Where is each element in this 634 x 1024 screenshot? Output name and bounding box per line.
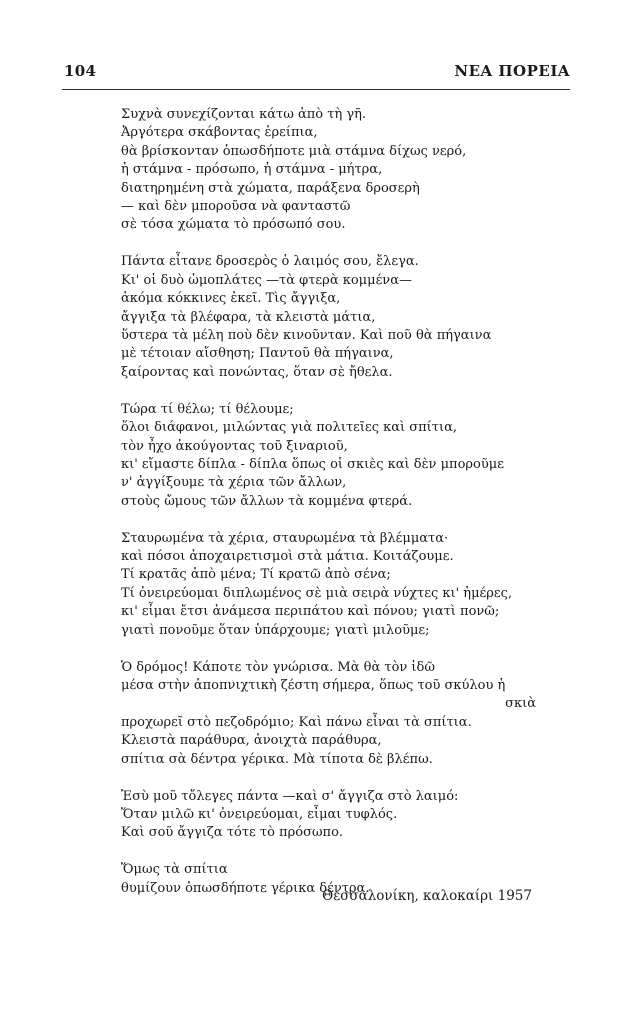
poem-line: Τί ὀνειρεύομαι διπλωμένος σὲ μιὰ σειρὰ νύχτες κι' ἡμέρες,: [121, 585, 513, 601]
poem-line-continuation: σκιὰ: [505, 696, 536, 712]
poem-line: ἡ στάμνα - πρόσωπο, ἡ στάμνα - μήτρα,: [121, 162, 383, 178]
poem-line: ξαίροντας καὶ πονώντας, ὅταν σὲ ἤθελα.: [121, 364, 393, 380]
poem-line: Ἐσὺ μοῦ τὄλεγες πάντα —καὶ σ' ἄγγιζα στὸ λαιμό:: [121, 788, 459, 804]
poem-line: κι' εἴμαστε δίπλα - δίπλα ὅπως οἱ σκιὲς καὶ δὲν μποροῦμε: [121, 456, 504, 472]
stanza-5: [121, 659, 541, 769]
poem-body: [121, 106, 541, 917]
poem-line: μέσα στὴν ἀποπνιχτικὴ ζέστη σήμερα, ὅπως τοῦ σκύλου ἡ: [121, 677, 506, 693]
poem-line: Συχνὰ συνεχίζονται κάτω ἀπὸ τὴ γῆ.: [121, 107, 367, 122]
poem-line: καὶ πόσοι ἀποχαιρετισμοὶ στὰ μάτια. Κοιτάζουμε.: [121, 549, 454, 565]
stanza-2: [121, 253, 541, 382]
poem-line: θὰ βρίσκονταν ὁπωσδήποτε μιὰ στάμνα δίχως νερό,: [121, 143, 467, 159]
stanza-1: [121, 106, 541, 235]
poem-line: σπίτια σὰ δέντρα γέρικα. Μὰ τίποτα δὲ βλέπω.: [121, 751, 433, 767]
poem-line: Τώρα τί θέλω; τί θέλουμε;: [121, 401, 294, 417]
poem-line: μὲ τέτοιαν αἴσθηση; Παντοῦ θὰ πήγαινα,: [121, 346, 394, 362]
poem-line: Ὅμως τὰ σπίτια: [121, 862, 228, 878]
poem-line: Κι' οἱ δυὸ ὠμοπλάτες —τὰ φτερὰ κομμένα—: [121, 272, 412, 288]
poem-line: τὸν ἦχο ἀκούγοντας τοῦ ξιναριοῦ,: [121, 438, 348, 454]
poem-line: ν' ἀγγίξουμε τὰ χέρια τῶν ἄλλων,: [121, 475, 347, 491]
page-number: 104: [64, 62, 97, 80]
poem-line: ἄγγιξα τὰ βλέφαρα, τὰ κλειστὰ μάτια,: [121, 309, 376, 325]
place-date-signature: Θεσσαλονίκη, καλοκαίρι 1957: [322, 888, 532, 904]
stanza-3: [121, 401, 541, 511]
poem-line: στοὺς ὤμους τῶν ἄλλων τὰ κομμένα φτερά.: [121, 493, 413, 509]
poem-line: κι' εἶμαι ἔτσι ἀνάμεσα περιπάτου καὶ πόνου; γιατὶ πονῶ;: [121, 604, 500, 620]
poem-line: θυμίζουν ὁπωσδήποτε γέρικα δέντρα.: [121, 880, 370, 896]
poem-line: Πάντα εἶτανε δροσερὸς ὁ λαιμός σου, ἔλεγα.: [121, 254, 419, 270]
poem-line: ὅλοι διάφανοι, μιλώντας γιὰ πολιτεῖες καὶ σπίτια,: [121, 420, 457, 436]
poem-line: γιατὶ πονοῦμε ὅταν ὑπάρχουμε; γιατὶ μιλοῦμε;: [121, 622, 430, 638]
poem-line: Σταυρωμένα τὰ χέρια, σταυρωμένα τὰ βλέμματα·: [121, 530, 449, 546]
poem-line: Τί κρατᾶς ἀπὸ μένα; Τί κρατῶ ἀπὸ σένα;: [121, 567, 391, 583]
poem-line: διατηρημένη στὰ χώματα, παράξενα δροσερὴ: [121, 180, 420, 196]
poem-line: Ἀργότερα σκάβοντας ἐρείπια,: [121, 125, 318, 141]
poem-line: Καὶ σοῦ ἄγγιζα τότε τὸ πρόσωπο.: [121, 825, 344, 841]
poem-line: Κλειστὰ παράθυρα, ἀνοιχτὰ παράθυρα,: [121, 733, 382, 749]
poem-line: Ὅταν μιλῶ κι' ὀνειρεύομαι, εἶμαι τυφλός.: [121, 806, 398, 822]
poem-line: — καὶ δὲν μποροῦσα νὰ φανταστῶ: [121, 199, 351, 215]
stanza-4: [121, 530, 541, 640]
poem-line: σὲ τόσα χώματα τὸ πρόσωπό σου.: [121, 217, 346, 233]
poem-line: Ὁ δρόμος! Κάποτε τὸν γνώρισα. Μὰ θὰ τὸν ἰδῶ: [121, 659, 435, 675]
running-title: ΝΕΑ ΠΟΡΕΙΑ: [454, 62, 570, 80]
poem-line: ὕστερα τὰ μέλη ποὺ δὲν κινοῦνταν. Καὶ ποῦ θὰ πήγαινα: [121, 327, 492, 343]
header-rule: [62, 89, 570, 90]
stanza-6: [121, 788, 541, 843]
poem-line: ἀκόμα κόκκινες ἐκεῖ. Τὶς ἄγγιξα,: [121, 291, 341, 307]
poem-line: προχωρεῖ στὸ πεζοδρόμιο; Καὶ πάνω εἶναι τὰ σπίτια.: [121, 714, 472, 730]
